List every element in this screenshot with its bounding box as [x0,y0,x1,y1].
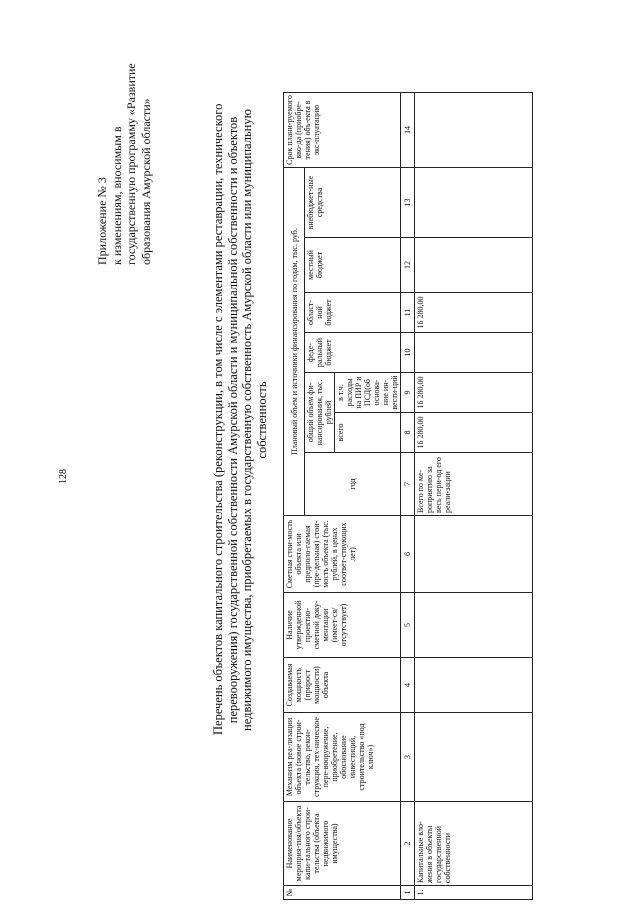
header-extrabudget: внебюджет-ные средства [305,168,401,238]
cell-extrabudget [415,168,533,238]
cell-commission [415,93,533,168]
title-line: перевооружения) государственной собственности Амурской области и муниципальной собственности и объектов [225,116,240,724]
appendix-line: образования Амурской области» [138,98,153,265]
col-number: 6 [401,516,415,593]
cell-federal [415,333,533,373]
title-line: собственность [254,381,269,459]
header-mechanism: Механизм реа-лизации объекта (новое строи-тельство, рекон-струкция, тех-ническое пере-вооружение, приобретение, обоснование инвестиций, строительство «под ключ») [284,713,401,802]
col-number: 14 [401,93,415,168]
cell-capacity [415,658,533,713]
col-number: 8 [401,413,415,453]
header-local: местный бюджет [305,238,401,293]
cell-psd [415,593,533,658]
header-regional: област-ной бюджет [305,293,401,333]
header-year: год [305,453,401,516]
header-no: № [284,886,401,900]
col-number: 9 [401,373,415,413]
header-estimate: Сметная стои-мость объекта или предполо-гаемая (пре-дельная) стои-мость объекта (тыс. рублей, в ценах соответ-ствующих лет) [284,516,401,593]
cell-local [415,238,533,293]
page-number: 128 [58,469,69,484]
appendix-line: к изменениям, вносимым в [109,126,124,265]
header-federal: феде-ральный бюджет [305,333,401,373]
cell-regional: 16 280,00 [415,293,533,333]
table-row [415,93,533,900]
cell-no: 1. [415,886,533,900]
col-number: 4 [401,658,415,713]
col-number: 13 [401,168,415,238]
header-name: Наименование мероприя-тия/объекта капи-тального строи-тельства (объекта недвижимого имущества) [284,802,401,886]
header-commission: Срок плани-руемого вво-да (приобре-тения) объ-екта в экс-плуатацию [284,93,401,168]
title-line: недвижимого имущества, приобретаемых в государственную собственность Амурской области или муниципальную [240,109,254,731]
cell-estimate [415,516,533,593]
col-number: 12 [401,238,415,293]
col-number: 1 [401,886,415,900]
cell-name: Капитальные вло-жения в объекты государственной собственности [415,802,533,886]
header-capacity: Создаваемая мощность (прирост мощности) объекта [284,658,401,713]
objects-table-wrapper [283,92,533,900]
appendix-line: государственную программу «Развитие [124,63,138,265]
col-number: 3 [401,713,415,802]
header-plan: Плановый объем и источники финансирования по годам, тыс. руб. [284,168,305,516]
col-number: 2 [401,802,415,886]
col-number: 10 [401,333,415,373]
objects-table [283,92,533,900]
header-all: всего [335,413,401,453]
title-line: Перечень объектов капитального строительства (реконструкции, в том числе с элементами реставрации, технического [211,103,225,735]
cell-total: 16 280,00 [415,413,533,453]
document-title [211,105,269,735]
cell-mechanism [415,713,533,802]
appendix-line: Приложение № 3 [95,177,109,265]
header-total: общий объем фи-нансирования, тыс. рублей [305,373,335,453]
col-number: 7 [401,453,415,516]
appendix-note [95,35,153,265]
col-number: 11 [401,293,415,333]
col-number: 5 [401,593,415,658]
cell-year: Всего по ме-роприятию за весь пери-од его реали-зации [415,453,533,516]
header-psd: Наличие утвержденной проектно-сметной доку-ментации (имеет-ся/отсутствует) [284,593,401,658]
cell-including: 16 280,00 [415,373,533,413]
header-including: в т.ч. расходы на ПИР и ПСД(об основа-ние ин-вести-ций [335,373,401,413]
